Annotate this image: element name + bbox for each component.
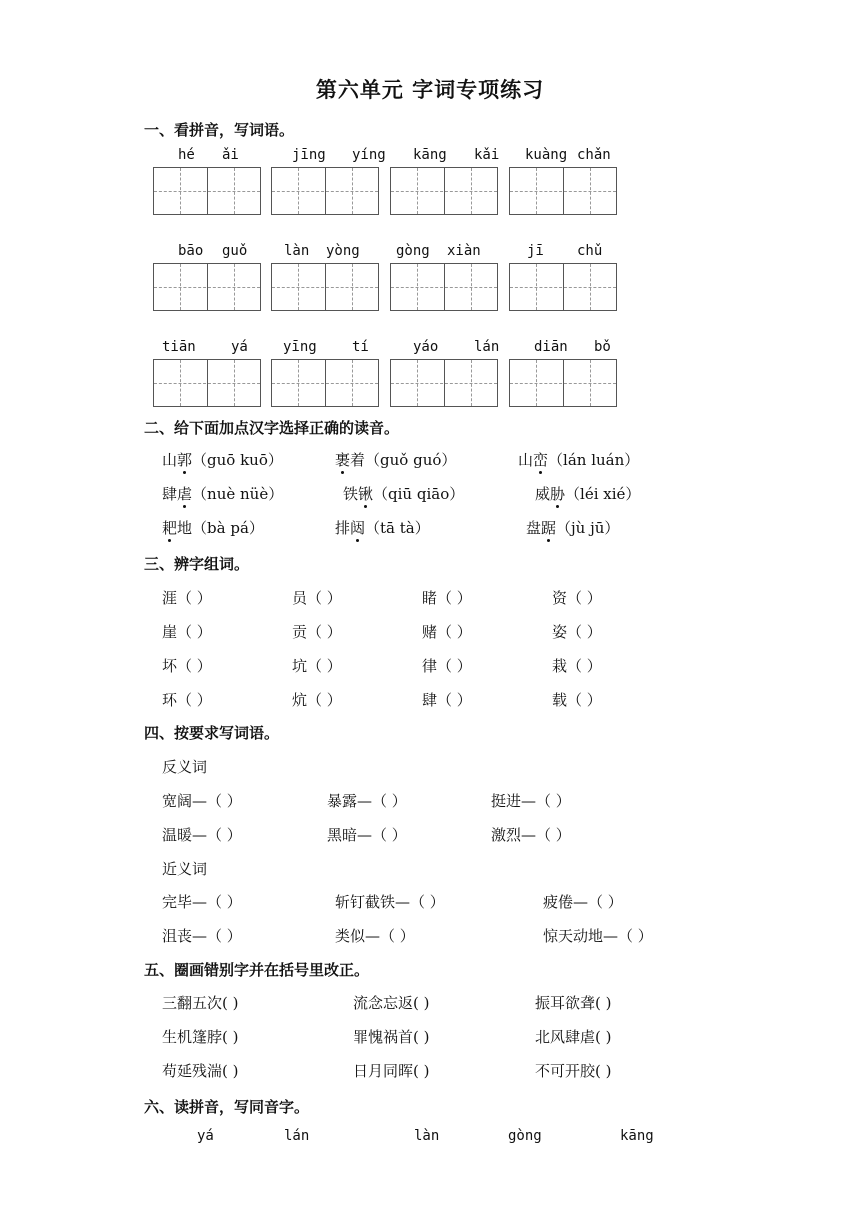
antonym-item: 宽阔—（ ） — [162, 792, 242, 810]
synonym-item: 完毕—（ ） — [162, 893, 242, 911]
reading-item: 铁锹（qiū qiāo） — [343, 485, 465, 503]
synonym-item: 类似—（ ） — [335, 927, 415, 945]
reading-item: 盘踞（jù jū） — [526, 519, 620, 537]
pinyin: làn — [414, 1128, 440, 1144]
pinyin: gòng — [396, 243, 430, 259]
word-item: 栽（ ） — [552, 657, 602, 675]
correction-item: 三翻五次( ) — [162, 994, 239, 1012]
reading-item: 肆虐（nuè nüè） — [162, 485, 284, 503]
pinyin: bǒ — [594, 339, 611, 355]
word-item: 睹（ ） — [422, 589, 472, 607]
section-3-heading: 三、辨字组词。 — [144, 555, 250, 573]
antonym-label: 反义词 — [162, 758, 208, 776]
correction-item: 生机篷脖( ) — [162, 1028, 239, 1046]
correction-item: 北风肆虐( ) — [535, 1028, 612, 1046]
writing-grid[interactable] — [271, 263, 379, 311]
synonym-item: 斩钉截铁—（ ） — [335, 893, 445, 911]
word-item: 涯（ ） — [162, 589, 212, 607]
antonym-item: 激烈—（ ） — [491, 826, 571, 844]
correction-item: 不可开胶( ) — [535, 1062, 612, 1080]
pinyin: ǎi — [222, 147, 239, 163]
antonym-item: 黑暗—（ ） — [327, 826, 407, 844]
pinyin: kāng — [620, 1128, 654, 1144]
word-item: 员（ ） — [292, 589, 342, 607]
writing-grid[interactable] — [271, 167, 379, 215]
correction-item: 日月同晖( ) — [353, 1062, 430, 1080]
pinyin: jīng — [292, 147, 326, 163]
writing-grid[interactable] — [153, 359, 261, 407]
word-item: 姿（ ） — [552, 623, 602, 641]
pinyin: lán — [284, 1128, 310, 1144]
pinyin: yáo — [413, 339, 439, 355]
pinyin: yòng — [326, 243, 360, 259]
pinyin: yá — [231, 339, 248, 355]
pinyin: tiān — [162, 339, 196, 355]
pinyin: kuàng — [525, 147, 568, 163]
writing-grid[interactable] — [509, 263, 617, 311]
section-6-heading: 六、读拼音，写同音字。 — [144, 1098, 310, 1116]
pinyin: làn — [284, 243, 310, 259]
page-title: 第六单元 字词专项练习 — [315, 78, 545, 102]
pinyin: yá — [197, 1128, 214, 1144]
pinyin: diān — [534, 339, 568, 355]
pinyin: jī — [527, 243, 544, 259]
pinyin: hé — [178, 147, 195, 163]
pinyin: chǔ — [577, 243, 603, 259]
pinyin: bāo — [178, 243, 204, 259]
antonym-item: 暴露—（ ） — [327, 792, 407, 810]
section-2-heading: 二、给下面加点汉字选择正确的读音。 — [144, 419, 400, 437]
antonym-item: 挺进—（ ） — [491, 792, 571, 810]
correction-item: 罪愧祸首( ) — [353, 1028, 430, 1046]
word-item: 炕（ ） — [292, 691, 342, 709]
reading-item: 山郭（guō kuō） — [162, 451, 283, 469]
pinyin: lán — [474, 339, 500, 355]
word-item: 贡（ ） — [292, 623, 342, 641]
word-item: 载（ ） — [552, 691, 602, 709]
synonym-item: 沮丧—（ ） — [162, 927, 242, 945]
word-item: 坏（ ） — [162, 657, 212, 675]
pinyin: chǎn — [577, 147, 611, 163]
word-item: 肆（ ） — [422, 691, 472, 709]
correction-item: 苟延残湍( ) — [162, 1062, 239, 1080]
pinyin: kāng — [413, 147, 447, 163]
section-4-heading: 四、按要求写词语。 — [144, 724, 280, 742]
synonym-item: 惊天动地—（ ） — [543, 927, 653, 945]
word-item: 环（ ） — [162, 691, 212, 709]
pinyin: xiàn — [447, 243, 481, 259]
pinyin: guǒ — [222, 243, 248, 259]
synonym-item: 疲倦—（ ） — [543, 893, 623, 911]
section-1-heading: 一、看拼音，写词语。 — [144, 121, 295, 139]
writing-grid[interactable] — [509, 359, 617, 407]
pinyin: gòng — [508, 1128, 542, 1144]
word-item: 赌（ ） — [422, 623, 472, 641]
antonym-item: 温暖—（ ） — [162, 826, 242, 844]
writing-grid[interactable] — [271, 359, 379, 407]
writing-grid[interactable] — [153, 263, 261, 311]
reading-item: 裹着（guǒ guó） — [335, 451, 457, 469]
reading-item: 耙地（bà pá） — [162, 519, 264, 537]
correction-item: 振耳欲聋( ) — [535, 994, 612, 1012]
writing-grid[interactable] — [390, 359, 498, 407]
pinyin: kǎi — [474, 147, 500, 163]
word-item: 资（ ） — [552, 589, 602, 607]
synonym-label: 近义词 — [162, 860, 208, 878]
pinyin: yīng — [283, 339, 317, 355]
pinyin: yíng — [352, 147, 386, 163]
reading-item: 威胁（léi xié） — [535, 485, 641, 503]
word-item: 崖（ ） — [162, 623, 212, 641]
word-item: 律（ ） — [422, 657, 472, 675]
reading-item: 排闼（tā tà） — [335, 519, 430, 537]
writing-grid[interactable] — [390, 263, 498, 311]
reading-item: 山峦（lán luán） — [518, 451, 640, 469]
writing-grid[interactable] — [153, 167, 261, 215]
writing-grid[interactable] — [390, 167, 498, 215]
section-5-heading: 五、圈画错别字并在括号里改正。 — [144, 961, 370, 979]
correction-item: 流念忘返( ) — [353, 994, 430, 1012]
word-item: 坑（ ） — [292, 657, 342, 675]
pinyin: tí — [352, 339, 369, 355]
writing-grid[interactable] — [509, 167, 617, 215]
